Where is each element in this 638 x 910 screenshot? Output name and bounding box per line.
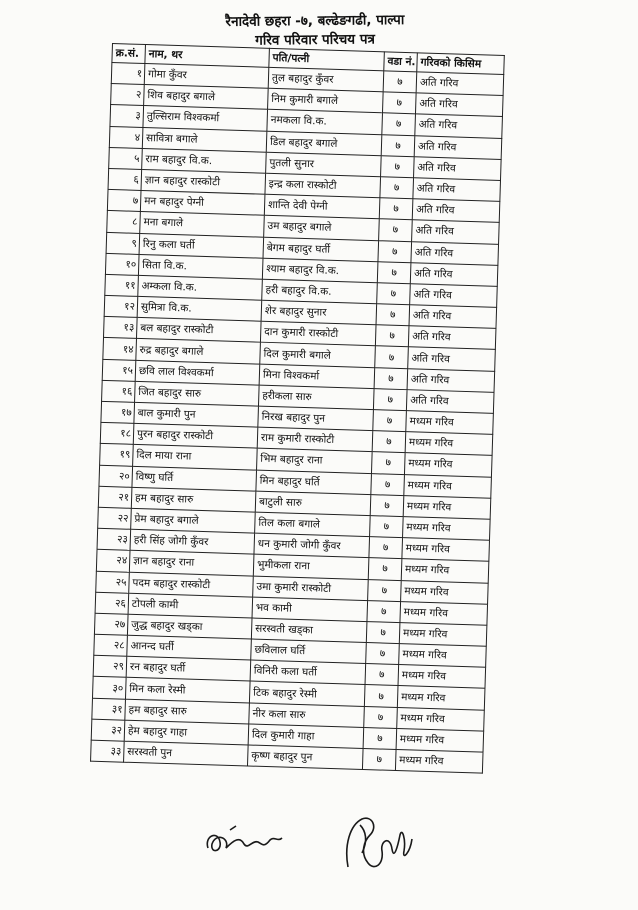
serial-cell: ३१	[92, 698, 126, 720]
spouse-cell: सरस्वती खड्का	[251, 618, 367, 643]
column-header-spouse: पति/पत्नी	[269, 48, 385, 71]
category-cell: अति गरिव	[414, 135, 502, 159]
category-cell: मध्यम गरिव	[401, 580, 489, 604]
serial-cell: २७	[94, 613, 128, 635]
name-cell: आनन्द घर्ती	[127, 635, 252, 660]
spouse-cell: धन कुमारी जोगी कुँवर	[254, 533, 370, 558]
spouse-cell: हरीकला सारु	[258, 385, 374, 410]
name-cell: दिल माया राना	[133, 445, 258, 470]
header-title: गरिव परिवार परिचय पत्र	[255, 31, 376, 49]
serial-cell: ७	[107, 190, 141, 212]
spouse-cell: नमकला वि.क.	[267, 110, 383, 135]
spouse-cell: दान कुमारी रास्कोटी	[260, 321, 376, 346]
ward-cell: ७	[382, 113, 416, 135]
name-cell: राम बहादुर वि.क.	[142, 148, 267, 173]
category-cell: मध्यम गरिव	[397, 707, 485, 731]
category-cell: मध्यम गरिव	[396, 728, 484, 752]
spouse-cell: नीर कला सारु	[249, 703, 365, 728]
name-cell: सिता वि.क.	[138, 254, 263, 279]
ward-cell: ७	[375, 325, 409, 347]
ward-cell: ७	[375, 346, 409, 368]
name-cell: मन बहादुर पेग्नी	[140, 191, 265, 216]
ward-cell: ७	[372, 431, 406, 453]
spouse-cell: पुतली सुनार	[266, 152, 382, 177]
ward-cell: ७	[362, 748, 396, 770]
category-cell: मध्यम गरिव	[401, 559, 489, 583]
ward-cell: ७	[368, 558, 402, 580]
spouse-cell: दिल कुमारी गाहा	[248, 724, 364, 749]
category-cell: अति गरिव	[416, 72, 504, 96]
name-cell: गोमा कुँवर	[144, 64, 269, 89]
serial-cell: १५	[102, 359, 136, 381]
category-cell: अति गरिव	[410, 262, 498, 286]
table-body	[91, 63, 504, 774]
spouse-cell: राम कुमारी रास्कोटी	[257, 427, 373, 452]
serial-cell: २३	[97, 528, 131, 550]
spouse-cell: भिम बहादुर राना	[257, 448, 373, 473]
serial-cell: १७	[101, 401, 135, 423]
spouse-cell: शान्ति देवी पेग्नी	[264, 194, 380, 219]
serial-cell: १०	[105, 253, 139, 275]
spouse-cell: टिक बहादुर रेस्मी	[249, 681, 365, 706]
name-cell: अम्कला वि.क.	[138, 275, 263, 300]
serial-cell: ३०	[92, 677, 126, 699]
ward-cell: ७	[382, 92, 416, 114]
name-cell: मिन कला रेस्मी	[125, 678, 250, 703]
ward-cell: ७	[377, 283, 411, 305]
name-cell: विष्णु घर्ति	[132, 466, 257, 491]
category-cell: अति गरिव	[414, 157, 502, 181]
category-cell: अति गरिव	[412, 220, 500, 244]
ward-cell: ७	[383, 71, 417, 93]
category-cell: मध्यम गरिव	[398, 665, 486, 689]
serial-cell: २६	[95, 592, 129, 614]
serial-cell: १४	[103, 338, 137, 360]
category-cell: मध्यम गरिव	[402, 538, 490, 562]
category-cell: अति गरिव	[406, 389, 494, 413]
ward-cell: ७	[379, 219, 413, 241]
spouse-cell: श्याम बहादुर वि.क.	[262, 258, 378, 283]
spouse-cell: दिल कुमारी बगाले	[260, 343, 376, 368]
name-cell: पदम बहादुर रास्कोटी	[129, 572, 254, 597]
serial-cell: ९	[106, 232, 140, 254]
spouse-cell: मिना विश्वकर्मा	[259, 364, 375, 389]
serial-cell: १६	[102, 380, 136, 402]
category-cell: मध्यम गरिव	[395, 750, 483, 774]
name-cell: सावित्रा बगाले	[142, 127, 267, 152]
column-header-name: नाम, थर	[145, 45, 270, 68]
serial-cell: ३३	[91, 740, 125, 762]
category-cell: अति गरिव	[415, 93, 503, 117]
category-cell: अति गरिव	[412, 199, 500, 223]
name-cell: प्रेम बहादुर बगाले	[131, 508, 256, 533]
category-cell: अति गरिव	[413, 178, 501, 202]
ward-cell: ७	[370, 494, 404, 516]
name-cell: छवि लाल विश्वकर्मा	[135, 360, 260, 385]
ward-cell: ७	[369, 537, 403, 559]
name-cell: हरी सिंह जोगी कुँवर	[130, 529, 255, 554]
serial-cell: १२	[104, 295, 138, 317]
serial-cell: २४	[96, 550, 130, 572]
column-header-serial: क्र.सं.	[112, 44, 146, 64]
category-cell: मध्यम गरिव	[400, 601, 488, 625]
spouse-cell: हरी बहादुर वि.क.	[262, 279, 378, 304]
spouse-cell: छविलाल घर्ति	[251, 639, 367, 664]
ward-cell: ७	[380, 177, 414, 199]
ward-cell: ७	[363, 727, 397, 749]
spouse-cell: शेर बहादुर सुनार	[261, 300, 377, 325]
category-cell: अति गरिव	[408, 347, 496, 371]
name-cell: हम बहादुर सारु	[125, 699, 250, 724]
name-cell: तुल्सिराम विश्वकर्मा	[143, 106, 268, 131]
ward-cell: ७	[371, 473, 405, 495]
ward-cell: ७	[376, 304, 410, 326]
ward-cell: ७	[364, 685, 398, 707]
ward-cell: ७	[377, 261, 411, 283]
ward-cell: ७	[370, 516, 404, 538]
name-cell: बल बहादुर रास्कोटी	[136, 318, 261, 343]
spouse-cell: मिन बहादुर घर्ति	[256, 470, 372, 495]
family-list-sheet	[90, 43, 504, 774]
spouse-cell: तुल बहादुर कुँवर	[268, 67, 384, 92]
serial-cell: २२	[98, 507, 132, 529]
ward-cell: ७	[365, 664, 399, 686]
serial-cell: २	[111, 84, 145, 106]
serial-cell: ८	[107, 211, 141, 233]
serial-cell: २५	[96, 571, 130, 593]
serial-cell: ६	[108, 168, 142, 190]
category-cell: अति गरिव	[411, 241, 499, 265]
serial-cell: २०	[99, 465, 133, 487]
category-cell: मध्यम गरिव	[399, 622, 487, 646]
ward-cell: ७	[374, 367, 408, 389]
name-cell: रन बहादुर घर्ती	[126, 656, 251, 681]
ward-cell: ७	[367, 600, 401, 622]
spouse-cell: तिल कला बगाले	[255, 512, 371, 537]
spouse-cell: उमा कुमारी रास्कोटी	[253, 576, 369, 601]
name-cell: जुद्ध बहादुर खड्का	[127, 614, 252, 639]
column-header-category: गरिवको किसिम	[417, 53, 505, 75]
serial-cell: १८	[100, 423, 134, 445]
signature-right	[338, 805, 418, 885]
ward-cell: ७	[371, 452, 405, 474]
spouse-cell: निम कुमारी बगाले	[268, 88, 384, 113]
category-cell: मध्यम गरिव	[403, 495, 491, 519]
spouse-cell: कृष्ण बहादुर पुन	[247, 745, 363, 770]
category-cell: अति गरिव	[409, 305, 497, 329]
serial-cell: २८	[94, 634, 128, 656]
spouse-cell: विनिरी कला घर्ती	[250, 660, 366, 685]
spouse-cell: डिल बहादुर बगाले	[266, 131, 382, 156]
name-cell: सरस्वती पुन	[124, 741, 249, 766]
serial-cell: ३२	[91, 719, 125, 741]
header-address: रैनादेवी छहरा -७, बल्ढेङगढी, पाल्पा	[225, 12, 405, 30]
signature-left	[200, 818, 290, 864]
spouse-cell: बेगम बहादुर घर्ती	[263, 237, 379, 262]
category-cell: अति गरिव	[407, 368, 495, 392]
category-cell: मध्यम गरिव	[405, 432, 493, 456]
category-cell: मध्यम गरिव	[404, 453, 492, 477]
serial-cell: ५	[109, 147, 143, 169]
ward-cell: ७	[366, 643, 400, 665]
serial-cell: २९	[93, 655, 127, 677]
category-cell: मध्यम गरिव	[404, 474, 492, 498]
name-cell: जित बहादुर सारु	[135, 381, 260, 406]
ward-cell: ७	[366, 621, 400, 643]
category-cell: मध्यम गरिव	[397, 686, 485, 710]
serial-cell: ४	[109, 126, 143, 148]
spouse-cell: इन्द्र कला रास्कोटी	[265, 173, 381, 198]
name-cell: मना बगाले	[140, 212, 265, 237]
ward-cell: ७	[373, 410, 407, 432]
name-cell: शिव बहादुर बगाले	[144, 85, 269, 110]
spouse-cell: उम बहादुर बगाले	[264, 216, 380, 241]
spouse-cell: बाटुली सारु	[255, 491, 371, 516]
category-cell: अति गरिव	[408, 326, 496, 350]
poor-family-table	[90, 43, 505, 774]
serial-cell: ११	[105, 274, 139, 296]
name-cell: हम बहादुर सारु	[131, 487, 256, 512]
name-cell: ज्ञान बहादुर राना	[129, 551, 254, 576]
serial-cell: १	[111, 63, 145, 85]
ward-cell: ७	[373, 388, 407, 410]
name-cell: पुरन बहादुर रास्कोटी	[133, 424, 258, 449]
ward-cell: ७	[364, 706, 398, 728]
name-cell: टोपली कामी	[128, 593, 253, 618]
serial-cell: २१	[98, 486, 132, 508]
ward-cell: ७	[381, 134, 415, 156]
spouse-cell: भव कामी	[252, 597, 368, 622]
category-cell: मध्यम गरिव	[403, 517, 491, 541]
spouse-cell: निरख बहादुर पुन	[258, 406, 374, 431]
category-cell: मध्यम गरिव	[406, 411, 494, 435]
ward-cell: ७	[381, 156, 415, 178]
category-cell: अति गरिव	[415, 114, 503, 138]
name-cell: हेम बहादुर गाहा	[124, 720, 249, 745]
ward-cell: ७	[378, 240, 412, 262]
serial-cell: १३	[103, 317, 137, 339]
name-cell: रुद्र बहादुर बगाले	[136, 339, 261, 364]
name-cell: सुमित्रा वि.क.	[137, 296, 262, 321]
serial-cell: १९	[100, 444, 134, 466]
category-cell: मध्यम गरिव	[399, 644, 487, 668]
spouse-cell: भुमीकला राना	[253, 554, 369, 579]
ward-cell: ७	[379, 198, 413, 220]
category-cell: अति गरिव	[410, 284, 498, 308]
column-header-ward: वडा नं.	[384, 52, 418, 72]
name-cell: ज्ञान बहादुर रास्कोटी	[141, 169, 266, 194]
name-cell: बाल कुमारी पुन	[134, 402, 259, 427]
ward-cell: ७	[368, 579, 402, 601]
serial-cell: ३	[110, 105, 144, 127]
name-cell: रिनु कला घर्ती	[139, 233, 264, 258]
